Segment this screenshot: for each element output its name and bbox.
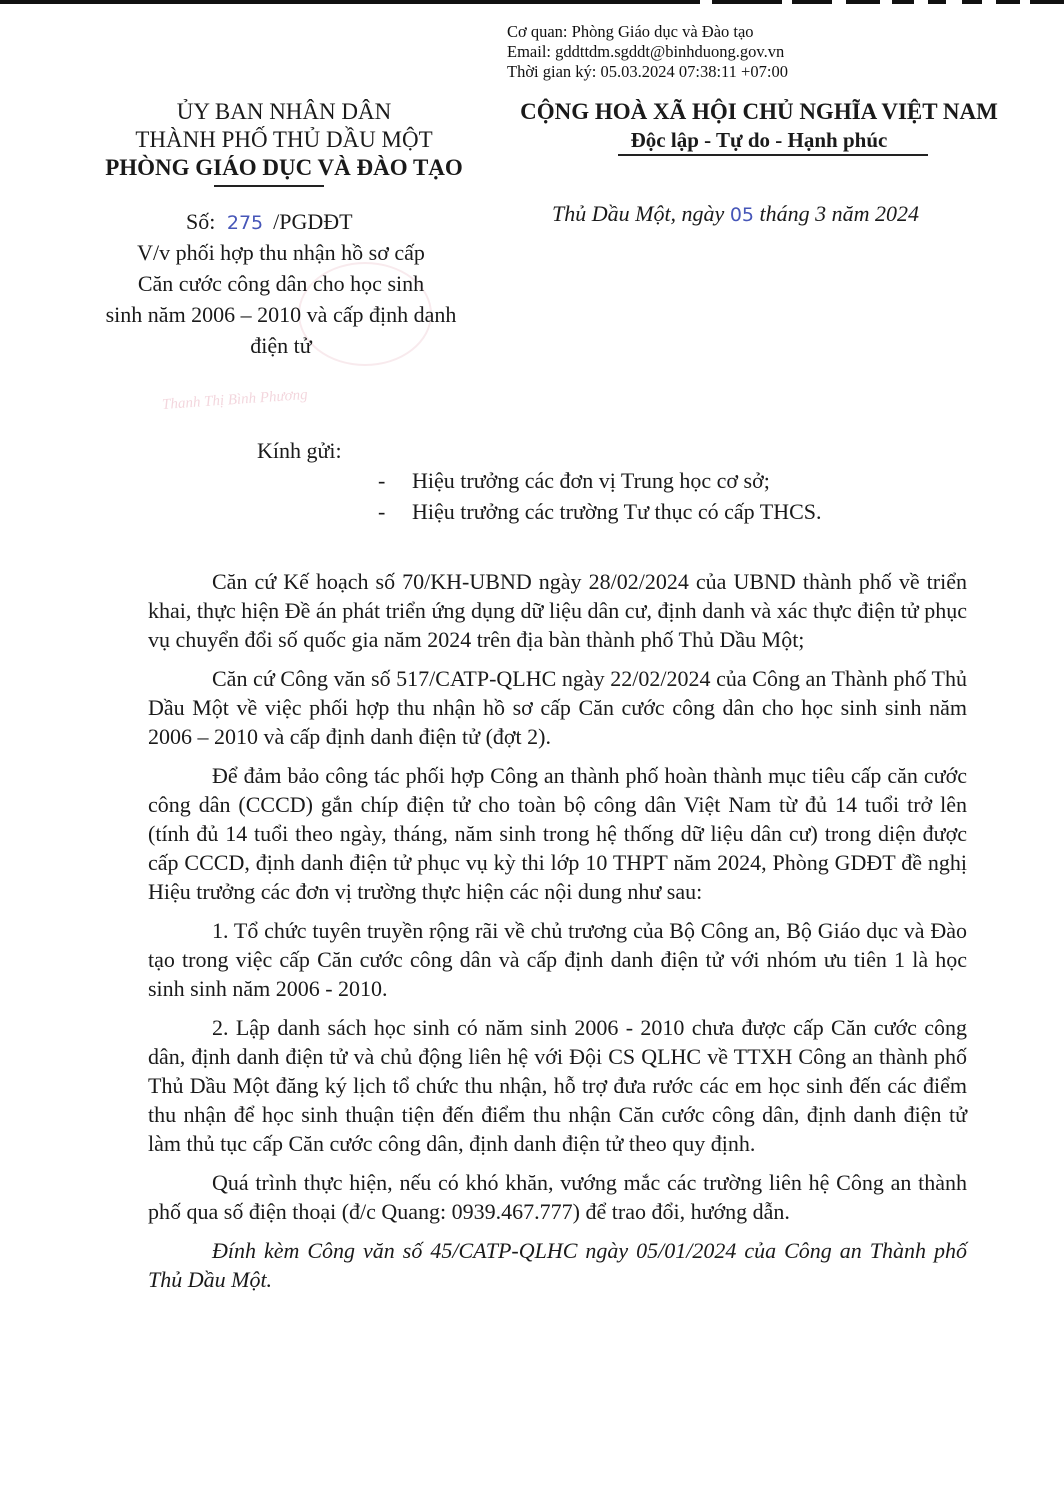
number-suffix: /PGDĐT — [273, 209, 353, 234]
paragraph-task-1: 1. Tổ chức tuyên truyền rộng rãi về chủ trương của Bộ Công an, Bộ Giáo dục và Đào tạo trong việc cấp Căn cước công dân và cấp định danh điện tử với nhóm ưu tiên 1 là học sinh sinh năm 2006 - 2010. — [148, 918, 967, 1001]
issuer-line-3: PHÒNG GIÁO DỤC VÀ ĐÀO TẠO — [105, 155, 463, 180]
subject-line: sinh năm 2006 – 2010 và cấp định danh — [105, 302, 457, 327]
handwritten-day: 05 — [729, 204, 755, 226]
national-title: CỘNG HOÀ XÃ HỘI CHỦ NGHĨA VIỆT NAM — [520, 99, 998, 124]
faint-handwriting: Thanh Thị Bình Phương — [161, 386, 309, 414]
paragraph-basis-letter: Căn cứ Công văn số 517/CATP-QLHC ngày 22/02/2024 của Công an Thành phố Thủ Dầu Một về việc phối hợp thu nhận hồ sơ cấp Căn cước công dân cho học sinh sinh năm 2006 – 2010 và cấp định danh điện tử (đợt 2). — [148, 666, 967, 749]
paragraph-basis-plan: Căn cứ Kế hoạch số 70/KH-UBND ngày 28/02/2024 của UBND thành phố về triển khai, thực hiện Đề án phát triển ứng dụng dữ liệu dân cư, định danh và xác thực điện tử phục vụ chuyển đổi số quốc gia năm 2024 trên địa bàn thành phố Thủ Dầu Một; — [148, 569, 967, 652]
signature-email: Email: gddttdm.sgddt@binhduong.gov.vn — [507, 42, 785, 61]
recipient-item: - Hiệu trưởng các trường Tư thục có cấp THCS. — [378, 499, 822, 524]
issuer-line-1: ỦY BAN NHÂN DÂN — [176, 99, 392, 124]
salutation: Kính gửi: — [257, 438, 342, 463]
subject-line: điện tử — [250, 333, 312, 358]
recipient-item: - Hiệu trưởng các đơn vị Trung học cơ sở; — [378, 468, 770, 493]
document-body — [148, 567, 967, 1304]
recipient-text: Hiệu trưởng các đơn vị Trung học cơ sở; — [412, 468, 770, 493]
paragraph-contact: Quá trình thực hiện, nếu có khó khăn, vướng mắc các trường liên hệ Công an thành phố qua số điện thoại (đ/c Quang: 0939.467.777) để trao đổi, hướng dẫn. — [148, 1170, 967, 1224]
national-motto: Độc lập - Tự do - Hạnh phúc — [630, 128, 888, 152]
handwritten-number: 275 — [226, 212, 264, 234]
national-header — [506, 98, 1012, 154]
subject-line: Căn cước công dân cho học sinh — [137, 271, 425, 296]
issuer-line-2: THÀNH PHỐ THỦ DẦU MỘT — [135, 127, 433, 152]
date-suffix: tháng 3 năm 2024 — [754, 201, 920, 226]
signature-time: Thời gian ký: 05.03.2024 07:38:11 +07:00 — [507, 62, 788, 81]
subject-line: V/v phối hợp thu nhận hồ sơ cấp — [137, 240, 425, 265]
motto-underline — [618, 154, 928, 156]
issuer-underline — [214, 185, 324, 187]
paragraph-purpose: Để đảm bảo công tác phối hợp Công an thành phố hoàn thành mục tiêu cấp căn cước công dân (CCCD) gắn chíp điện tử cho toàn bộ công dân Việt Nam từ đủ 14 tuổi trở lên (tính đủ 14 tuổi theo ngày, tháng, năm sinh trong hệ thống dữ liệu dân cư) trong diện được cấp CCCD, định danh điện tử phục vụ kỳ thi lớp 10 THPT năm 2024, Phòng GDĐT đề nghị Hiệu trưởng các đơn vị trường thực hiện các nội dung như sau: — [148, 763, 967, 904]
issuer-header — [68, 98, 500, 182]
place-date — [552, 201, 919, 227]
number-prefix: Số: — [186, 209, 216, 234]
date-prefix: Thủ Dầu Một, ngày — [552, 201, 730, 226]
subject-block — [78, 237, 484, 361]
signature-agency: Cơ quan: Phòng Giáo dục và Đào tạo — [507, 22, 754, 41]
document-number — [186, 209, 353, 235]
paragraph-task-2: 2. Lập danh sách học sinh có năm sinh 2006 - 2010 chưa được cấp Căn cước công dân, định danh điện tử và chủ động liên hệ với Đội CS QLHC về TTXH Công an thành phố Thủ Dầu Một đăng ký lịch tổ chức thu nhận, hỗ trợ đưa rước các em học sinh đến các điểm thu nhận để học sinh thuận tiện đến điểm thu nhận Căn cước công dân, định danh điện tử làm thủ tục cấp Căn cước công dân, định danh điện tử theo quy định. — [148, 1015, 967, 1156]
digital-signature-block — [507, 22, 788, 82]
recipient-list — [378, 465, 822, 527]
scan-top-edge — [0, 0, 1064, 6]
attachment-note: Đính kèm Công văn số 45/CATP-QLHC ngày 05/01/2024 của Công an Thành phố Thủ Dầu Một. — [148, 1238, 967, 1292]
recipient-text: Hiệu trưởng các trường Tư thục có cấp THCS. — [412, 499, 822, 524]
